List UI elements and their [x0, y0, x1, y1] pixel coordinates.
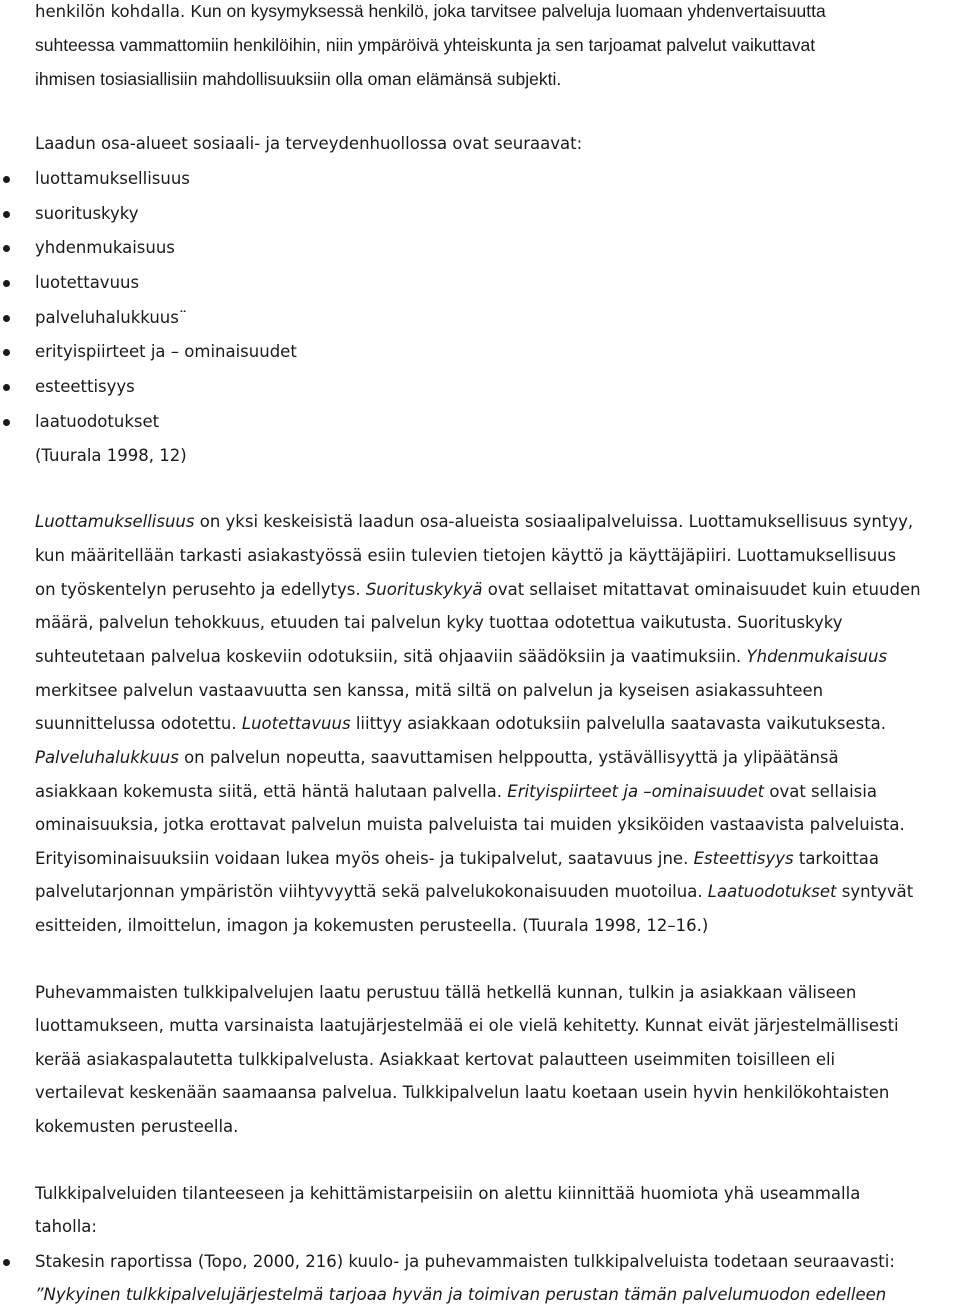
- term-emphasis: Palveluhalukkuus: [35, 748, 179, 767]
- list-item: luotettavuus: [35, 273, 140, 292]
- para3-quote: [35, 1285, 886, 1305]
- bullet-icon: [3, 384, 10, 391]
- term-emphasis: Luottamuksellisuus: [35, 512, 195, 531]
- para1-line: merkitsee palvelun vastaavuutta sen kanssa, mitä siltä on palvelun ja kyseisen asiakassuhteen: [35, 681, 824, 700]
- para1-text: ovat sellaiset mitattavat ominaisuudet kuin etuuden: [482, 580, 921, 599]
- para1-line: [35, 647, 887, 667]
- para1-text: palvelutarjonnan ympäristön viihtyvyyttä sekä palvelukokonaisuuden muotoilua.: [35, 882, 708, 901]
- para1-line: ominaisuuksia, jotka erottavat palvelun muista palveluista tai muiden yksiköiden vastaavista palveluista.: [35, 815, 905, 834]
- para2-line: Puhevammaisten tulkkipalvelujen laatu perustuu tällä hetkellä kunnan, tulkin ja asiakkaan väliseen: [35, 983, 857, 1002]
- term-emphasis: Esteettisyys: [693, 849, 794, 868]
- bullet-icon: [3, 280, 10, 287]
- term-emphasis: Yhdenmukaisuus: [746, 647, 888, 666]
- para1-text: tarkoittaa: [793, 849, 880, 868]
- bullet-icon: [3, 1259, 10, 1266]
- para3-line: taholla:: [35, 1217, 97, 1236]
- para1-text: suhteutetaan palvelua koskeviin odotuksiin, sitä ohjaaviin säädöksiin ja vaatimuksiin.: [35, 647, 747, 666]
- para1-line: [35, 512, 913, 532]
- intro-line-1-rest: Kun on kysymyksessä henkilö, joka tarvitsee palveluja luomaan yhdenvertaisuutta: [190, 1, 826, 21]
- list-item: erityispiirteet ja – ominaisuudet: [35, 342, 297, 361]
- para1-line: esitteiden, ilmoittelun, imagon ja kokemusten perusteella. (Tuurala 1998, 12–16.): [35, 916, 709, 935]
- para1-line: [35, 849, 879, 869]
- para2-line: kerää asiakaspalautetta tulkkipalvelusta. Asiakkaat kertovat palautteen useimmiten toisilleen eli: [35, 1050, 836, 1069]
- para1-line: [35, 580, 921, 600]
- para1-text: syntyvät: [836, 882, 914, 901]
- para1-line: [35, 882, 913, 902]
- para2-line: kokemusten perusteella.: [35, 1117, 239, 1136]
- para3-bullet-item: Stakesin raportissa (Topo, 2000, 216) kuulo- ja puhevammaisten tulkkipalveluista todetaan seuraavasti:: [35, 1252, 895, 1271]
- intro-line-3: ihmisen tosiasiallisiin mahdollisuuksiin olla oman elämänsä subjekti.: [35, 69, 562, 89]
- list-item: suorituskyky: [35, 204, 139, 223]
- bullet-icon: [3, 245, 10, 252]
- quality-heading: Laadun osa-alueet sosiaali- ja terveydenhuollossa ovat seuraavat:: [35, 134, 583, 153]
- list-item: yhdenmukaisuus: [35, 238, 175, 257]
- para1-text: liittyy asiakkaan odotuksiin palvelulla saatavasta vaikutuksesta.: [350, 714, 887, 733]
- bullet-icon: [3, 419, 10, 426]
- para2-line: luottamukseen, mutta varsinaista laatujärjestelmää ei ole vielä kehitetty. Kunnat eivät järjestelmällisesti: [35, 1016, 899, 1035]
- para1-line: [35, 782, 877, 802]
- term-emphasis: Erityispiirteet ja –ominaisuudet: [507, 782, 765, 801]
- para1-text: ovat sellaisia: [764, 782, 877, 801]
- para1-line: määrä, palvelun tehokkuus, etuuden tai palvelun kyky tuottaa odotettua vaikutusta. Suorituskyky: [35, 613, 843, 632]
- bullet-icon: [3, 315, 10, 322]
- term-emphasis: Suorituskykyä: [365, 580, 483, 599]
- para1-line: kun määritellään tarkasti asiakastyössä esiin tulevien tietojen käyttö ja käyttäjäpiiri. Luottamuksellisuus: [35, 546, 897, 565]
- para1-line: [35, 714, 886, 734]
- list-item: esteettisyys: [35, 377, 135, 396]
- list-item: palveluhalukkuus¨: [35, 308, 188, 327]
- list-item: luottamuksellisuus: [35, 169, 190, 188]
- bullet-icon: [3, 349, 10, 356]
- list-item: laatuodotukset: [35, 412, 160, 431]
- term-emphasis: Luotettavuus: [241, 714, 351, 733]
- para1-text: Erityisominaisuuksiin voidaan lukea myös oheis- ja tukipalvelut, saatavuus jne.: [35, 849, 694, 868]
- para3-line: Tulkkipalveluiden tilanteeseen ja kehittämistarpeisiin on alettu kiinnittää huomiota yhä useammalla: [35, 1184, 861, 1203]
- quality-citation: (Tuurala 1998, 12): [35, 446, 187, 465]
- intro-line-1-prefix: henkilön kohdalla.: [35, 2, 191, 21]
- term-emphasis: Laatuodotukset: [707, 882, 837, 901]
- bullet-icon: [3, 176, 10, 183]
- para1-text: suunnittelussa odotettu.: [35, 714, 242, 733]
- intro-line-2: suhteessa vammattomiin henkilöihin, niin ympäröivä yhteiskunta ja sen tarjoamat palvelut vaikuttavat: [35, 35, 816, 55]
- para1-text: on yksi keskeisistä laadun osa-alueista sosiaalipalveluissa. Luottamuksellisuus syntyy,: [194, 512, 914, 531]
- para1-text: on palvelun nopeutta, saavuttamisen helppoutta, ystävällisyyttä ja ylipäätänsä: [178, 748, 839, 767]
- para1-text: asiakkaan kokemusta siitä, että häntä halutaan palvella.: [35, 782, 508, 801]
- bullet-icon: [3, 211, 10, 218]
- intro-line-1: [35, 1, 826, 22]
- para2-line: vertailevat keskenään saamaansa palvelua. Tulkkipalvelun laatu koetaan usein hyvin henkilökohtaisten: [35, 1083, 890, 1102]
- para1-text: on työskentelyn perusehto ja edellytys.: [35, 580, 366, 599]
- para1-line: [35, 748, 839, 768]
- quote-emphasis: ”Nykyinen tulkkipalvelujärjestelmä tarjoaa hyvän ja toimivan perustan tämän palvelumuodon edelleen: [35, 1285, 887, 1304]
